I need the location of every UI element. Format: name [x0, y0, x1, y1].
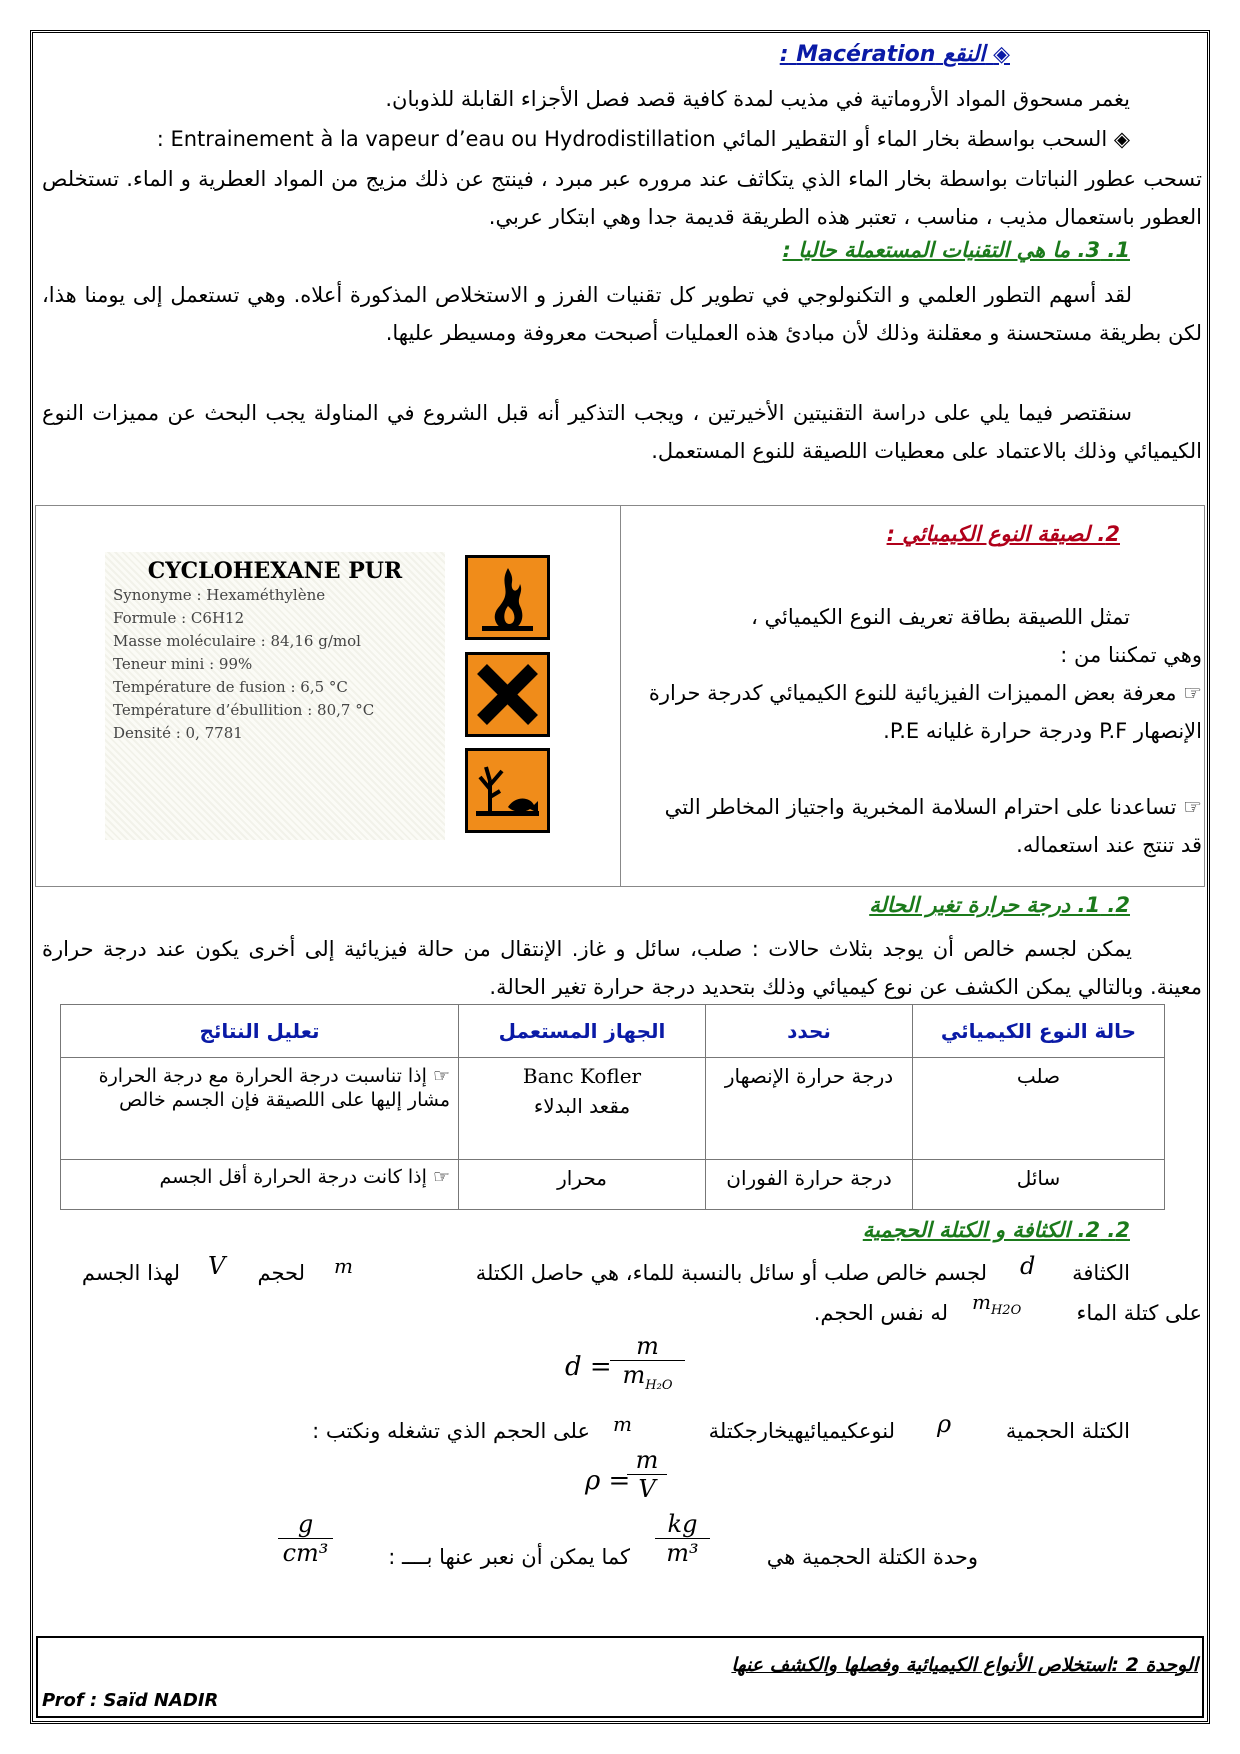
volume-symbol: V — [208, 1252, 226, 1280]
rho-formula: ρ = $\frac{m}{V}$ — [585, 1446, 675, 1516]
mass-symbol: m — [334, 1254, 353, 1278]
rho-intro: الكتلة الحجمية — [1005, 1419, 1130, 1443]
table-header: حالة النوع الكيميائي — [913, 1005, 1165, 1058]
table-cell: صلب — [913, 1058, 1165, 1160]
rho-symbol: ρ — [937, 1410, 952, 1438]
density-line2-end: له نفس الحجم. — [813, 1301, 948, 1325]
section-2-1-title: 2. 1. درجة حرارة تغير الحالة — [869, 893, 1130, 917]
label-melting: Température de fusion : 6,5 °C — [113, 678, 348, 696]
density-def: لجسم خالص صلب أو سائل بالنسبة للماء، هي حاصل الكتلة — [475, 1261, 987, 1285]
label-boiling: Température d’ébullition : 80,7 °C — [113, 701, 375, 719]
footer-author: Prof : Saïd NADIR — [42, 1690, 219, 1711]
label-synonym: Synonyme : Hexaméthylène — [113, 586, 326, 604]
table-cell: درجة حرارة الفوران — [706, 1160, 913, 1210]
unit-si: $\frac{kg}{\text{m³}}$ — [655, 1510, 710, 1567]
table-header: نحدد — [706, 1005, 913, 1058]
section-2-2-title: 2. 2. الكثافة و الكتلة الحجمية — [862, 1218, 1130, 1242]
table-cell: درجة حرارة الإنصهار — [706, 1058, 913, 1160]
label-section-divider — [620, 505, 621, 887]
density-intro: الكثافة — [1072, 1261, 1130, 1285]
section-1-3-title: 1. 3. ما هي التقنيات المستعملة حاليا : — [782, 238, 1130, 262]
section-1-3-p1: لقد أسهم التطور العلمي و التكنولوجي في تطوير كل تقنيات الفرز و الاستخلاص المذكورة أعلاه. وهي تستعمل إلى يومنا هذا، لكن بطريقة مستحسنة و معقلنة وذلك لأن مبادئ هذه العمليات أصبحت معروفة ومسيطر عليها. — [42, 283, 1202, 345]
environment-icon — [465, 748, 550, 833]
maceration-text: يغمر مسحوق المواد الأروماتية في مذيب لمدة كافية قصد فصل الأجزاء القابلة للذوبان. — [385, 87, 1130, 111]
label-intro: تمثل اللصيقة بطاقة تعريف النوع الكيميائي ، — [751, 605, 1130, 629]
section-2-1-text: يمكن لجسم خالص أن يوجد بثلاث حالات : صلب، سائل و غاز. الإنتقال من حالة فيزيائية إلى أخرى يكون عند درجة حرارة معينة. وبالتالي يمكن الكشف عن نوع كيميائي وذلك بتحديد درجة حرارة تغير الحالة. — [42, 937, 1202, 999]
rho-end: على الحجم الذي تشغله ونكتب : — [312, 1419, 590, 1443]
table-header: الجهاز المستعمل — [459, 1005, 706, 1058]
density-volume-word: لحجم — [257, 1261, 305, 1285]
harmful-cross-icon — [465, 652, 550, 737]
density-line2-start: على كتلة الماء — [1076, 1301, 1202, 1325]
label-title: CYCLOHEXANE PUR — [147, 558, 403, 584]
label-density: Densité : 0, 7781 — [113, 724, 243, 742]
unit-text: وحدة الكتلة الحجمية هي — [766, 1545, 978, 1569]
section-2-title: 2. لصيقة النوع الكيميائي : — [886, 522, 1120, 546]
label-molar-mass: Masse moléculaire : 84,16 g/mol — [113, 632, 361, 650]
table-row — [61, 1058, 1165, 1160]
density-symbol: d — [1020, 1252, 1036, 1280]
water-mass-symbol: $m_{H2O}$ — [972, 1290, 1022, 1318]
table-cell — [459, 1058, 706, 1160]
table-cell: سائل — [913, 1160, 1165, 1210]
table-row — [61, 1160, 1165, 1210]
unit-alt: $\frac{g}{\text{cm³}}$ — [278, 1510, 333, 1567]
label-formula: Formule : C6H12 — [113, 609, 245, 627]
device-kofler-ar: مقعد البدلاء — [533, 1094, 631, 1118]
table-cell: ☞ إذا كانت درجة الحرارة أقل الجسم — [61, 1160, 459, 1210]
maceration-heading: ◈ النقع Macération : — [779, 42, 1010, 67]
rho-def: لنوعكيميائيهيخارجكتلة — [708, 1419, 895, 1443]
footer-unit-title: الوحدة 2 :استخلاص الأنواع الكيميائية وفصلها والكشف عنها — [731, 1654, 1198, 1676]
table-cell: ☞ إذا تناسبت درجة الحرارة مع درجة الحرارة مشار إليها على اللصيقة فإن الجسم خالص — [61, 1058, 459, 1160]
table-cell: محرار — [459, 1160, 706, 1210]
density-formula: d = $\frac{m}{m_{H_2O}}$ — [565, 1332, 685, 1402]
hydro-heading: ◈ السحب بواسطة بخار الماء أو التقطير المائي Entrainement à la vapeur d’eau ou Hydrodistillation : — [156, 127, 1130, 151]
label-intro-2: وهي تمكننا من : — [1060, 643, 1202, 667]
label-purity: Teneur mini : 99% — [113, 655, 253, 673]
state-change-table — [60, 1004, 1165, 1210]
label-bullet-1: ☞ معرفة بعض المميزات الفيزيائية للنوع الكيميائي كدرجة حرارة الإنصهار P.F ودرجة حرارة غليانه P.E. — [648, 681, 1202, 743]
table-header-row — [61, 1005, 1165, 1058]
table-header: تعليل النتائج — [61, 1005, 459, 1058]
hydro-text: تسحب عطور النباتات بواسطة بخار الماء الذي يتكاثف عند مروره عبر مبرد ، فينتج عن ذلك مزيج من المواد العطرية و الماء. تستخلص العطور باستعمال مذيب ، مناسب ، تعتبر هذه الطريقة قديمة جدا وهي ابتكار عربي. — [42, 167, 1202, 229]
section-1-3-p2: سنقتصر فيما يلي على دراسة التقنيتين الأخيرتين ، ويجب التذكير أنه قبل الشروع في المناولة يجب البحث عن مميزات النوع الكيميائي وذلك بالاعتماد على معطيات اللصيقة للنوع المستعمل. — [42, 401, 1202, 463]
product-label — [105, 552, 445, 840]
flame-icon — [465, 555, 550, 640]
unit-alt-text: كما يمكن أن نعبر عنها بــــ : — [388, 1545, 630, 1569]
density-end: لهذا الجسم — [81, 1261, 180, 1285]
rho-mass-symbol: m — [613, 1412, 632, 1436]
device-kofler: Banc Kofler — [522, 1064, 642, 1088]
label-bullet-2: ☞ تساعدنا على احترام السلامة المخبرية واجتياز المخاطر التي قد تنتج عند استعماله. — [664, 795, 1202, 857]
